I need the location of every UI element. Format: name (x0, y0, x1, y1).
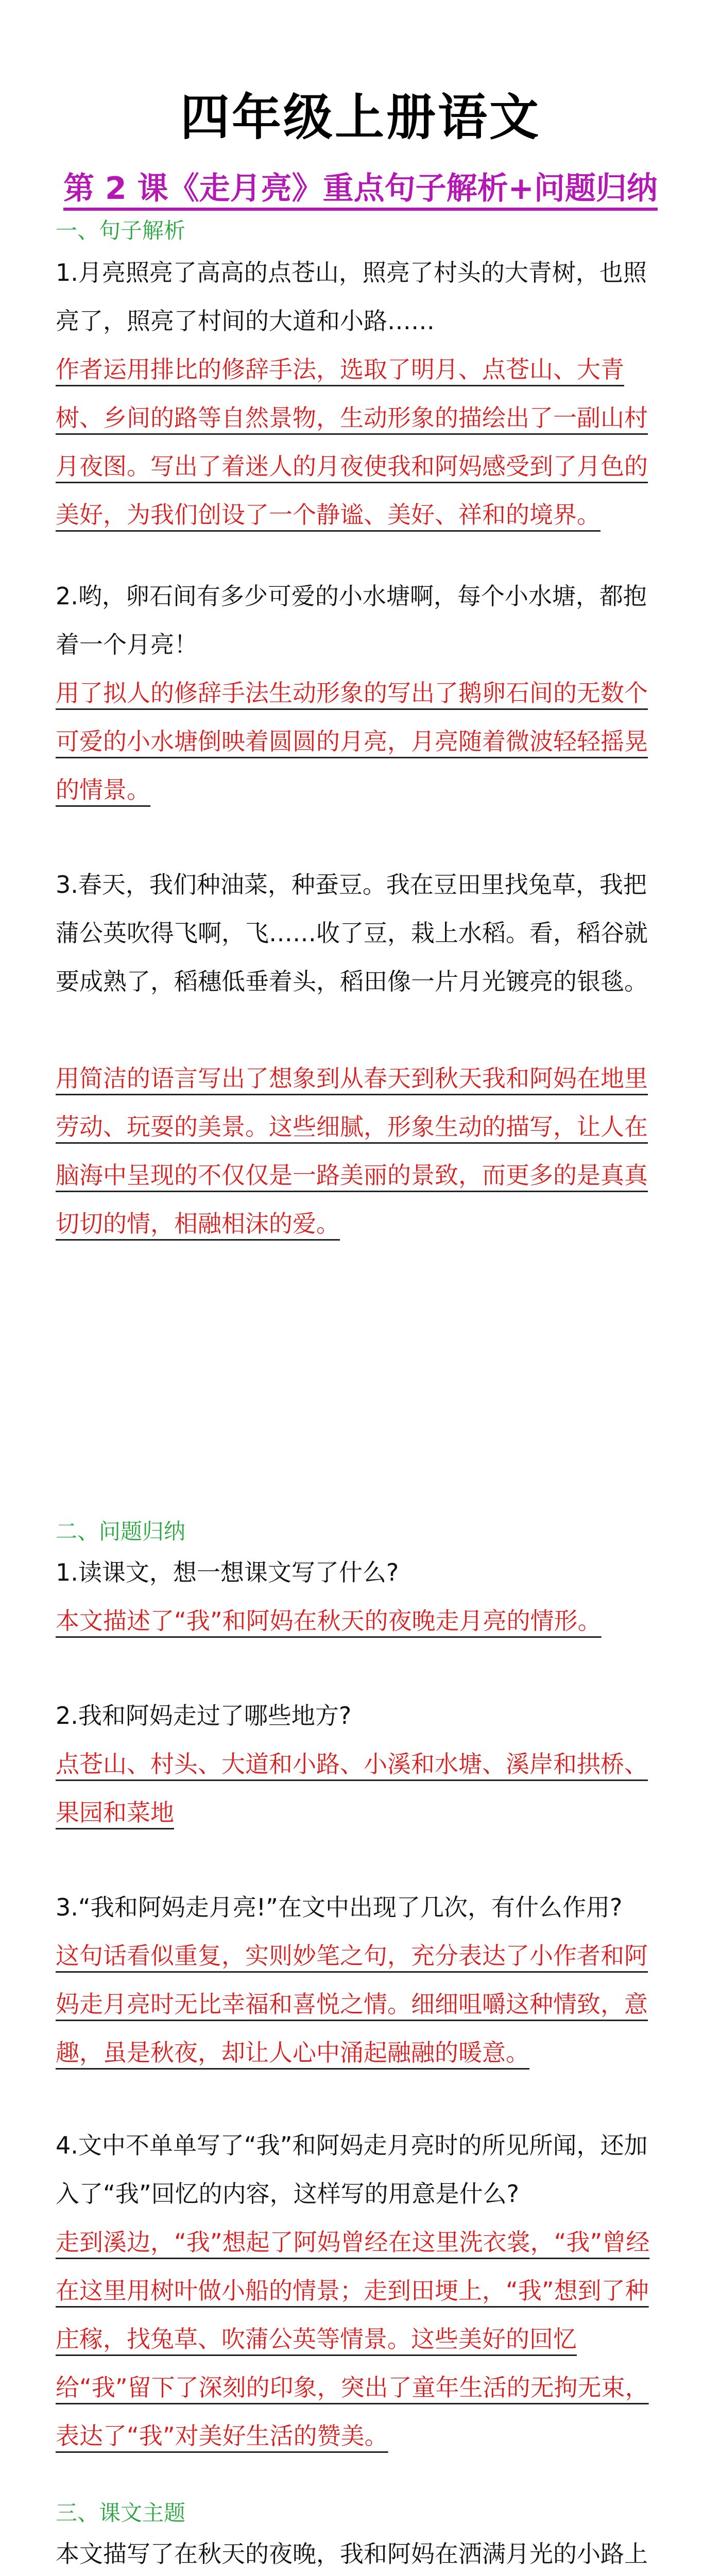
sentence-3-analysis-text: 用简洁的语言写出了想象到从春天到秋天我和阿妈在地里劳动、玩耍的美景。这些细腻，形象生动的描写，让人在脑海中呈现的不仅仅是一路美丽的景致，而更多的是真真切切的情，相融相沫的爱。 (56, 1064, 648, 1238)
section-heading-sentence-analysis: 一、句子解析 (56, 218, 186, 243)
sentence-1-text: 1.月亮照亮了高高的点苍山，照亮了村头的大青树，也照亮了，照亮了村间的大道和小路…… (56, 259, 647, 335)
sentence-2-text: 2.哟，卵石间有多少可爱的小水塘啊，每个小水塘，都抱着一个月亮！ (56, 582, 647, 658)
lesson-theme-text (56, 2530, 665, 2576)
question-2-answer-text: 点苍山、村头、大道和小路、小溪和水塘、溪岸和拱桥、果园和菜地 (56, 1750, 648, 1826)
question-3-answer (56, 1931, 665, 2077)
question-4-text: 4.文中不单单写了“我”和阿妈走月亮时的所见所闻，还加入了“我”回忆的内容，这样写的用意是什么? (56, 2131, 648, 2208)
question-3-answer-text: 这句话看似重复，实则妙笔之句，充分表达了小作者和阿妈走月亮时无比幸福和喜悦之情。细细咀嚼这种情致，意趣，虽是秋夜，却让人心中涌起融融的暖意。 (56, 1942, 648, 2066)
question-4-answer-text: 走到溪边，“我”想起了阿妈曾经在这里洗衣裳，“我”曾经在这里用树叶做小船的情景；走到田埂上，“我”想到了种庄稼，找兔草、吹蒲公英等情景。这些美好的回忆给“我”留下了深刻的印象，突出了童年生活的无拘无束，表达了“我”对美好生活的赞美。 (56, 2228, 650, 2450)
sentence-2-analysis (56, 669, 665, 814)
question-3-text: 3.“我和阿妈走月亮!”在文中出现了几次，有什么作用? (56, 1893, 623, 1921)
lesson-subtitle (0, 169, 721, 208)
sentence-3-analysis (56, 1054, 665, 1248)
page-title: 四年级上册语文 (180, 89, 541, 146)
question-2-text: 2.我和阿妈走过了哪些地方? (56, 1702, 352, 1730)
sentence-1-analysis (56, 345, 665, 539)
section-heading-lesson-theme: 三、课文主题 (56, 2500, 186, 2526)
question-4-answer (56, 2218, 665, 2460)
section-heading-question-summary: 二、问题归纳 (56, 1519, 186, 1544)
sentence-2-analysis-text: 用了拟人的修辞手法生动形象的写出了鹅卵石间的无数个可爱的小水塘倒映着圆圆的月亮，月亮随着微波轻轻摇晃的情景。 (56, 679, 648, 804)
sentence-1-analysis-text: 作者运用排比的修辞手法，选取了明月、点苍山、大青树、乡间的路等自然景物，生动形象的描绘出了一副山村月夜图。写出了着迷人的月夜使我和阿妈感受到了月色的美好，为我们创设了一个静谧、美好、祥和的境界。 (56, 355, 648, 529)
sentence-3-text: 3.春天，我们种油菜，种蚕豆。我在豆田里找兔草，我把蒲公英吹得飞啊，飞……收了豆，栽上水稻。看，稻谷就要成熟了，稻穗低垂着头，稻田像一片月光镀亮的银毯。 (56, 871, 648, 995)
question-2-answer (56, 1740, 665, 1837)
question-1-text: 1.读课文，想一想课文写了什么? (56, 1558, 399, 1586)
lesson-subtitle-text: 第 2 课《走月亮》重点句子解析+问题归纳 (63, 171, 658, 211)
question-1-answer-text: 本文描述了“我”和阿妈在秋天的夜晚走月亮的情形。 (56, 1607, 602, 1635)
question-1-answer (56, 1597, 665, 1645)
lesson-theme-text-black: 本文描写了在秋天的夜晚，我和阿妈在洒满月光的小路上 (56, 2540, 648, 2568)
